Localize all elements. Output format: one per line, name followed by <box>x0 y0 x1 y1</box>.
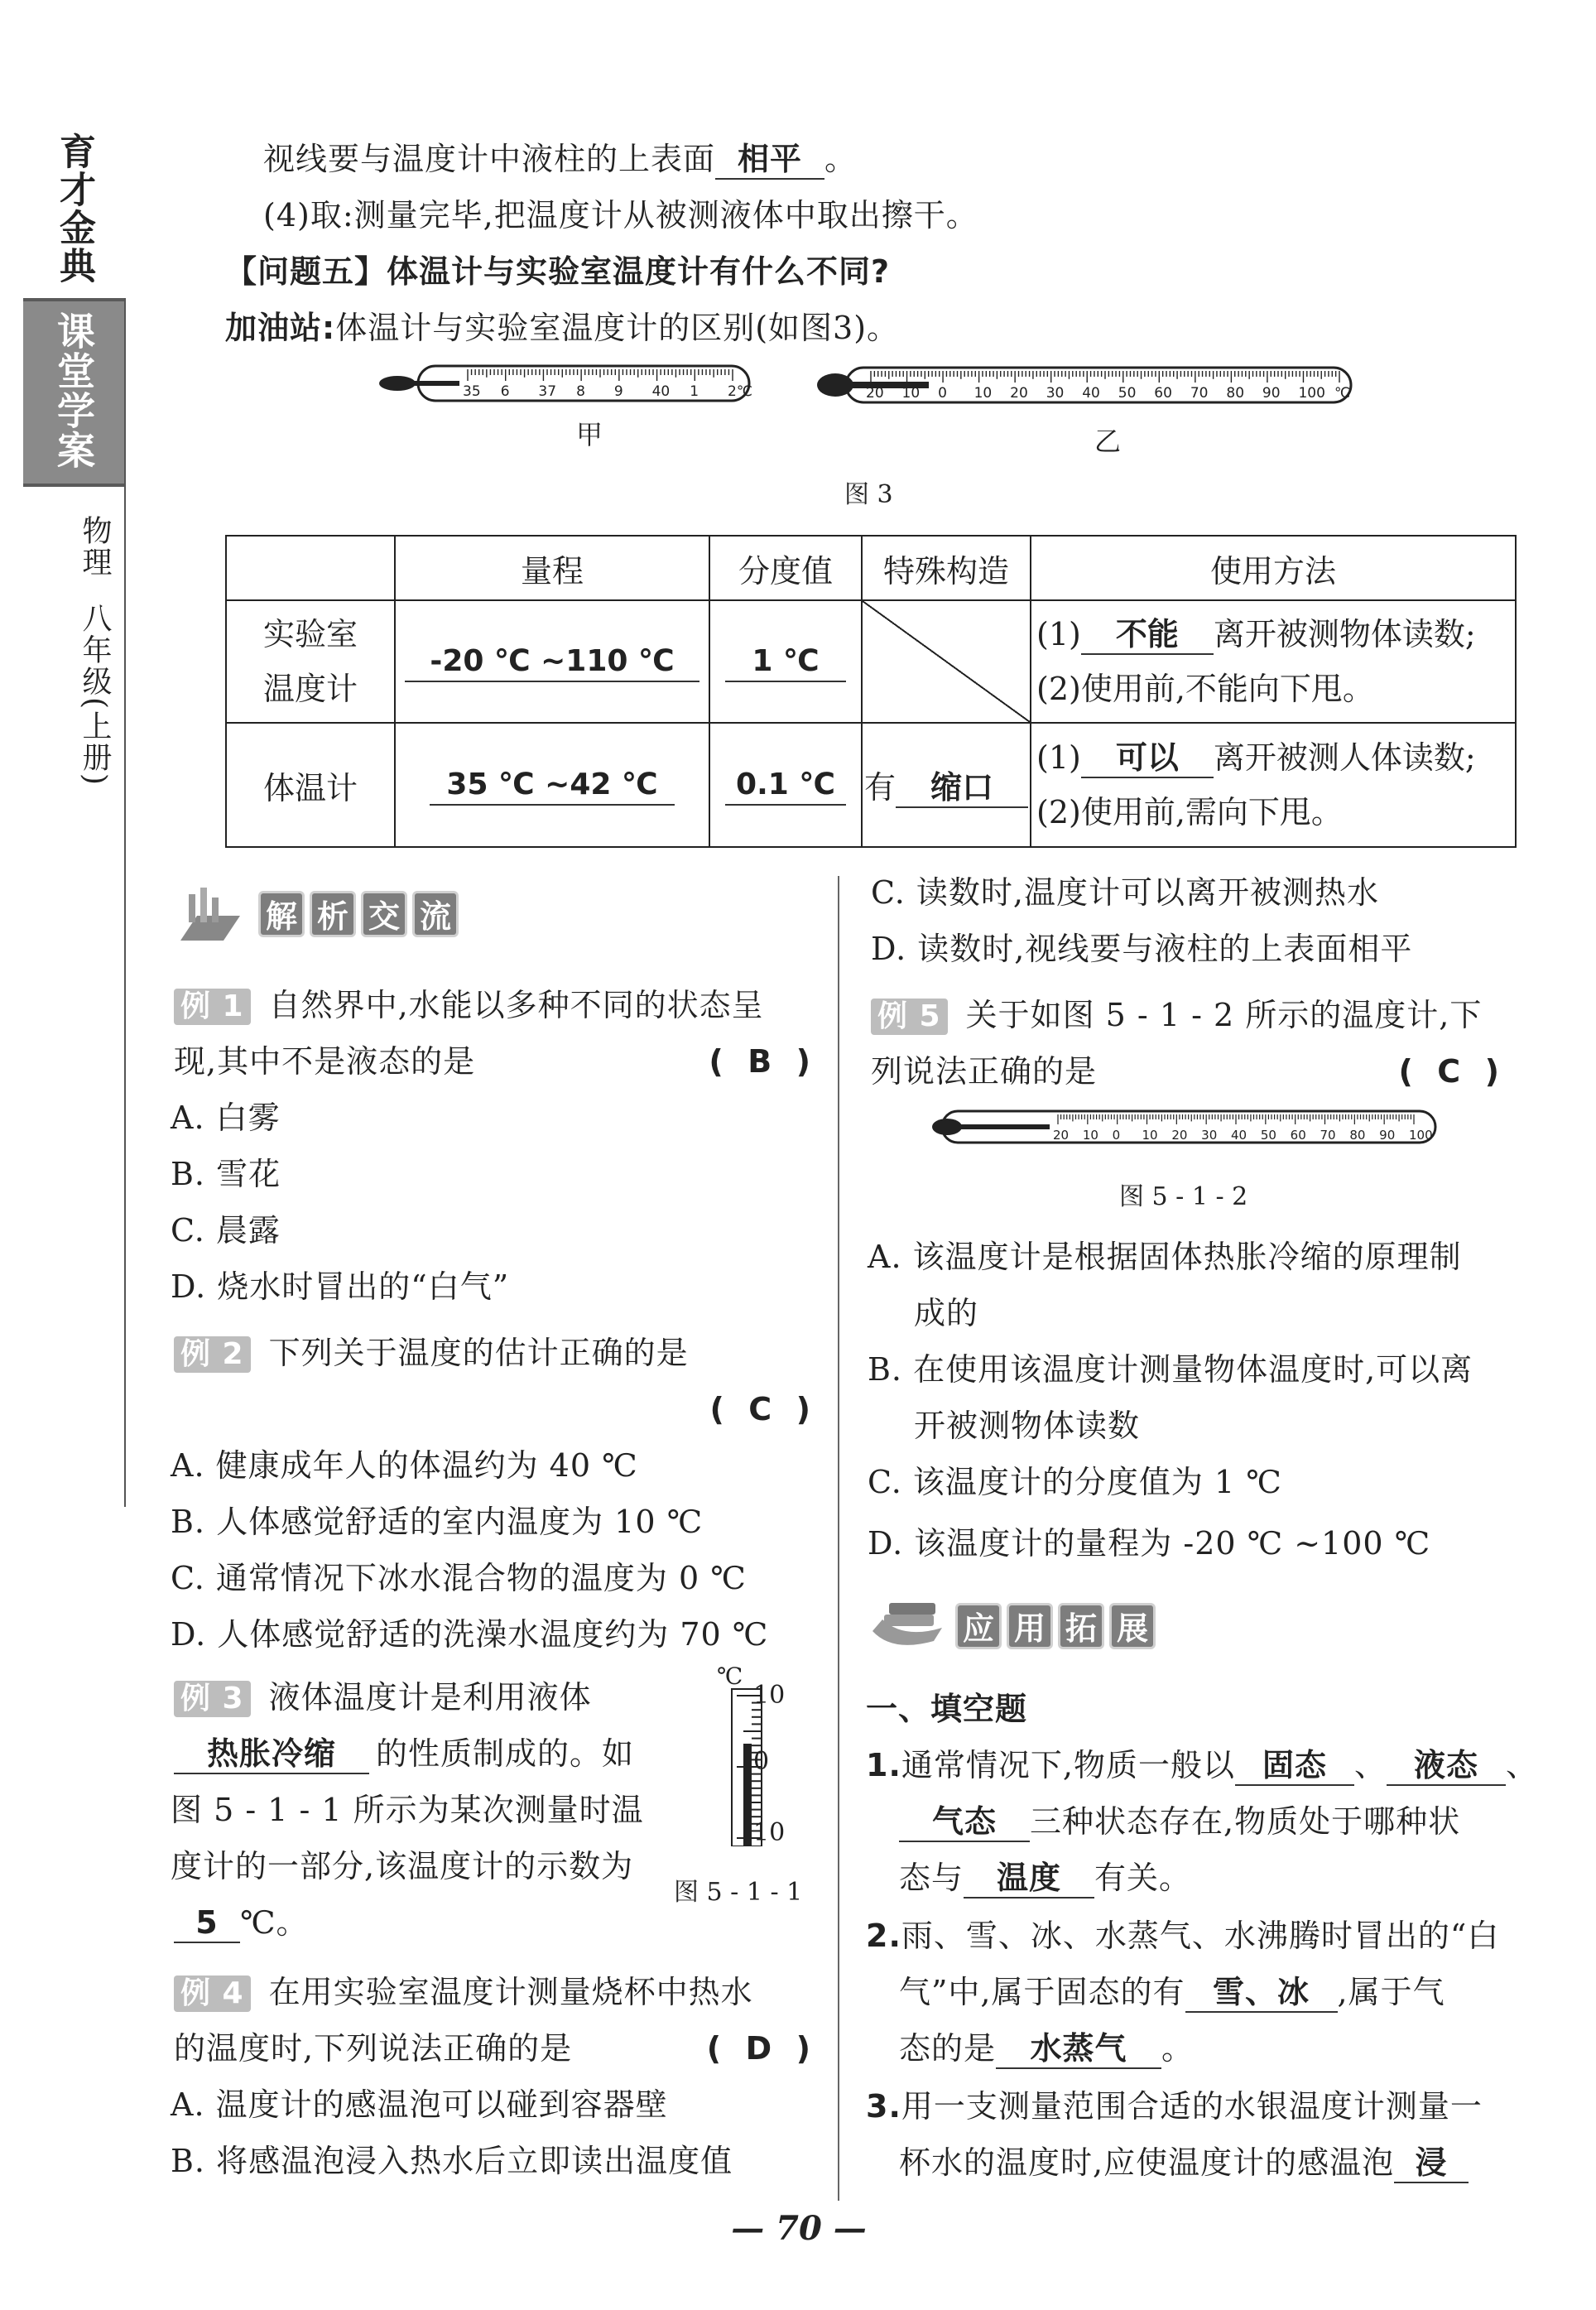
fig512-label: 80 <box>1349 1128 1366 1143</box>
body-special: 有 缩口 <box>862 723 1031 847</box>
section-fill-blank: 一、填空题 <box>866 1691 1028 1727</box>
yi-label: 50 <box>1118 385 1137 402</box>
f2-answer2: 水蒸气 <box>996 2029 1161 2069</box>
ex2-answer: C <box>748 1391 773 1427</box>
ex4-optB: B. 将感温泡浸入热水后立即读出温度值 <box>171 2143 733 2179</box>
fig511-tick-mid: 0 <box>753 1747 770 1776</box>
fig512-label: 90 <box>1379 1128 1396 1143</box>
sidebar-band <box>23 298 124 487</box>
ex2-optA: A. 健康成年人的体温约为 40 ℃ <box>171 1447 638 1484</box>
ex2-q1: 例 2 下列关于温度的估计正确的是 <box>174 1325 689 1381</box>
ex5-answer: C <box>1437 1053 1462 1090</box>
sidebar-brand <box>23 132 124 290</box>
f2-answer1: 雪、冰 <box>1185 1973 1338 2013</box>
jia-label: 9 <box>613 383 623 400</box>
ex1-optB: B. 雪花 <box>171 1156 281 1192</box>
ex4-optC: C. 读数时,温度计可以离开被测热水 <box>871 874 1379 911</box>
yi-label: 70 <box>1190 385 1209 402</box>
lab-usage: (1) 不能 离开被测物体读数; (2)使用前,不能向下甩。 <box>1031 600 1516 723</box>
yi-label: 40 <box>1082 385 1100 402</box>
f2-line1: 2.雨、雪、冰、水蒸气、水沸腾时冒出的“白 <box>866 1918 1500 1954</box>
f1-answer2: 液态 <box>1387 1746 1506 1786</box>
yi-label: 10 <box>973 385 993 402</box>
fig512-label: 30 <box>1201 1128 1218 1143</box>
ex4-optA: A. 温度计的感温泡可以碰到容器壁 <box>171 2086 668 2123</box>
header-division: 分度值 <box>709 536 862 600</box>
fig512-label: 60 <box>1290 1128 1306 1143</box>
fig512-label: 10 <box>1142 1128 1158 1143</box>
ex5-optC: C. 该温度计的分度值为 1 ℃ <box>868 1464 1282 1500</box>
ex5-optA2: 成的 <box>914 1295 979 1331</box>
f2-line2: 气”中,属于固态的有 雪、冰 ,属于气 <box>899 1964 1445 2020</box>
ex1-optD: D. 烧水时冒出的“白气” <box>171 1268 510 1305</box>
fig512-label: 10 <box>1082 1128 1098 1143</box>
jia-label: 6 <box>500 383 510 400</box>
ex1-q1: 例 1 自然界中,水能以多种不同的状态呈 <box>174 977 764 1033</box>
ex3-answer1: 热胀冷缩 <box>174 1735 369 1774</box>
body-special-ans: 缩口 <box>896 768 1028 808</box>
band-text: 课堂学案 <box>51 311 96 470</box>
ex1-optA: A. 白雾 <box>171 1100 281 1136</box>
sidebar-grade: 八年级(上册) <box>78 603 112 787</box>
ex3-answer2: 5 <box>174 1903 240 1943</box>
f1-line1: 1.通常情况下,物质一般以 固态 、 液态 、 <box>866 1737 1538 1793</box>
jia-label: 2℃ <box>728 383 752 400</box>
jiayouzhan-text: 体温计与实验室温度计的区别(如图3)。 <box>335 310 900 346</box>
ex1-answer: B <box>748 1043 773 1080</box>
fig512-label: 100 <box>1409 1128 1433 1143</box>
lab-range: -20 ℃ ~110 ℃ <box>405 642 699 682</box>
ex4-optD: D. 读数时,视线要与液柱的上表面相平 <box>871 931 1413 967</box>
fig512-label: 40 <box>1231 1128 1247 1143</box>
ex3-q3: 图 5 - 1 - 1 所示为某次测量时温 <box>171 1792 644 1828</box>
ex2-optB: B. 人体感觉舒适的室内温度为 10 ℃ <box>171 1504 704 1540</box>
jia-label: 37 <box>538 383 557 400</box>
fig511-caption: 图 5 - 1 - 1 <box>674 1878 803 1907</box>
ex5-optB1: B. 在使用该温度计测量物体温度时,可以离 <box>868 1351 1473 1388</box>
column-divider <box>838 876 839 2201</box>
jia-label: 8 <box>576 383 585 400</box>
f2-line3: 态的是 水蒸气 。 <box>899 2020 1194 2077</box>
body-range: 35 ℃ ~42 ℃ <box>430 766 675 806</box>
apply-header: 应 用 拓 展 <box>868 1593 1161 1659</box>
ex2-optD: D. 人体感觉舒适的洗澡水温度约为 70 ℃ <box>171 1616 769 1653</box>
question5 <box>225 243 890 300</box>
analysis-icon <box>174 883 252 946</box>
yi-label: 0 <box>938 385 947 402</box>
f1-line3: 态与 温度 有关。 <box>899 1850 1191 1906</box>
yi-label: 90 <box>1262 385 1281 402</box>
body-usage: (1) 可以 离开被测人体读数; (2)使用前,需向下甩。 <box>1031 723 1516 847</box>
yi-label: 80 <box>1226 385 1245 402</box>
ex4-q1: 例 4 在用实验室温度计测量烧杯中热水 <box>174 1964 753 2020</box>
row-body-name: 体温计 <box>226 723 395 847</box>
thermometer-fig512 <box>925 1108 1442 1149</box>
sidebar-subject: 物理 <box>78 515 112 578</box>
brand-text: 育才金典 <box>53 132 95 285</box>
lab-usage-ans: 不能 <box>1081 615 1214 655</box>
ex3-q4: 度计的一部分,该温度计的示数为 <box>171 1848 634 1884</box>
yi-label: 10 <box>901 385 921 402</box>
sidebar-line <box>124 298 126 1507</box>
yi-label: 30 <box>1046 385 1065 402</box>
lab-special-empty <box>862 600 1031 723</box>
ex3-q1: 例 3 液体温度计是利用液体 <box>174 1669 592 1725</box>
yi-label: 60 <box>1154 385 1172 402</box>
label-yi: 乙 <box>1094 426 1122 457</box>
ex3-tag: 例 3 <box>174 1681 251 1717</box>
ex1-q2: 现,其中不是液态的是 ( B ) <box>174 1043 811 1080</box>
figure3-caption: 图 3 <box>844 480 893 509</box>
body-usage-ans: 可以 <box>1081 739 1214 778</box>
fig512-label: 0 <box>1112 1128 1121 1143</box>
header-range: 量程 <box>395 536 709 600</box>
question5-text: 体温计与实验室温度计有什么不同? <box>387 253 891 290</box>
yi-label: 20 <box>1010 385 1028 402</box>
yi-label: 100 <box>1298 385 1325 402</box>
ex1-tag: 例 1 <box>174 989 251 1025</box>
label-jia: 甲 <box>576 419 603 450</box>
ex2-tag: 例 2 <box>174 1336 251 1373</box>
ex5-optA1: A. 该温度计是根据固体热胀冷缩的原理制 <box>868 1239 1462 1275</box>
top-line1: 视线要与温度计中液柱的上表面 相平 。 <box>263 131 857 187</box>
jia-label: 1 <box>690 383 699 400</box>
fig512-label: 70 <box>1320 1128 1336 1143</box>
analysis-header: 解 析 交 流 <box>174 881 464 947</box>
f1-answer3: 气态 <box>899 1802 1030 1842</box>
yi-label: 20 <box>866 385 884 402</box>
ex2-optC: C. 通常情况下冰水混合物的温度为 0 ℃ <box>171 1560 747 1596</box>
fig512-label: 50 <box>1260 1128 1276 1143</box>
fig511-tick-bot: 10 <box>753 1818 786 1847</box>
ex4-q2: 的温度时,下列说法正确的是 ( D ) <box>174 2030 811 2067</box>
fig512-label: 20 <box>1171 1128 1188 1143</box>
ex5-tag: 例 5 <box>871 999 948 1035</box>
ex5-q2: 列说法正确的是 ( C ) <box>871 1053 1500 1090</box>
row-lab-name: 实验室 温度计 <box>226 600 395 723</box>
page-number: — 70 — <box>731 2209 867 2248</box>
jia-label: 35 <box>463 383 481 400</box>
yi-label: ℃ <box>1334 385 1351 402</box>
f3-answer1: 浸 <box>1394 2144 1469 2183</box>
fig512-label: 20 <box>1053 1128 1070 1143</box>
header-usage: 使用方法 <box>1031 536 1516 600</box>
jiayouzhan-label: 加油站: <box>225 310 336 346</box>
fig512-caption: 图 5 - 1 - 2 <box>1119 1182 1248 1211</box>
header-special: 特殊构造 <box>862 536 1031 600</box>
comparison-table <box>225 535 1517 848</box>
body-division: 0.1 ℃ <box>725 766 846 806</box>
ex5-optB2: 开被测物体读数 <box>914 1408 1141 1444</box>
thermometer-jia <box>377 361 757 412</box>
ex4-answer: D <box>745 2030 773 2067</box>
question5-tag: 【问题五】 <box>225 253 387 290</box>
fig511-unit: ℃ <box>717 1663 743 1690</box>
lab-division: 1 ℃ <box>725 642 846 682</box>
apply-icon <box>868 1595 950 1658</box>
answer-xiangping: 相平 <box>715 140 824 180</box>
fig511-tick-top: 10 <box>753 1681 786 1710</box>
f3-line2: 杯水的温度时,应使温度计的感温泡 浸 <box>899 2134 1469 2191</box>
ex1-optC: C. 晨露 <box>171 1212 281 1249</box>
ex4-tag: 例 4 <box>174 1976 251 2012</box>
thermometer-yi <box>813 363 1359 412</box>
f1-answer4: 温度 <box>964 1859 1094 1899</box>
ex3-q5: 5 ℃。 <box>174 1894 309 1951</box>
f3-line1: 3.用一支测量范围合适的水银温度计测量一 <box>866 2088 1483 2125</box>
ex5-q1: 例 5 关于如图 5 - 1 - 2 所示的温度计,下 <box>871 987 1482 1043</box>
f1-answer1: 固态 <box>1235 1746 1354 1786</box>
ex3-q2: 热胀冷缩 的性质制成的。如 <box>174 1725 634 1782</box>
jia-label: 40 <box>651 383 671 400</box>
top-line2: (4)取:测量完毕,把温度计从被测液体中取出擦干。 <box>263 197 978 233</box>
jiayouzhan <box>225 300 899 356</box>
f1-line2: 气态 三种状态存在,物质处于哪种状 <box>899 1793 1460 1850</box>
ex5-optD: D. 该温度计的量程为 -20 ℃ ~100 ℃ <box>868 1525 1431 1562</box>
